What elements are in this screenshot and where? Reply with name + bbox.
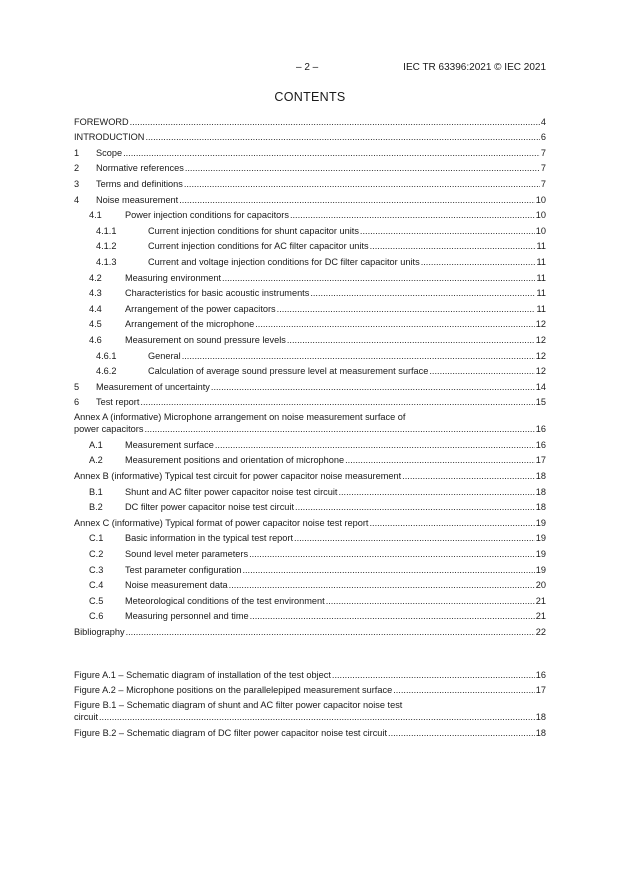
toc-entry-number: 4.1.2 — [96, 241, 117, 252]
toc-entry-6[interactable] — [74, 393, 546, 409]
figure-entry-title-line1: Figure B.1 – Schematic diagram of shunt and AC filter power capacitor noise test — [74, 700, 403, 711]
toc-entry-page: 4 — [540, 116, 546, 127]
toc-entry-page: 19 — [535, 549, 546, 560]
toc-entry-title: Scope — [96, 147, 123, 158]
table-of-contents — [74, 112, 546, 638]
figure-entry-a-2[interactable] — [74, 681, 546, 697]
toc-entry-4-5[interactable] — [74, 315, 546, 331]
toc-entry-title: General — [148, 350, 181, 361]
toc-entry-page: 12 — [535, 350, 546, 361]
toc-entry-title: Power injection conditions for capacitors — [125, 210, 289, 221]
toc-entry-4-4[interactable] — [74, 299, 546, 315]
toc-entry-c-1[interactable] — [74, 529, 546, 545]
toc-entry-b-1[interactable] — [74, 482, 546, 498]
toc-entry-number: 4.1 — [89, 210, 102, 221]
toc-entry-title: Meteorological conditions of the test environment — [125, 595, 325, 606]
figure-entry-title-line2: circuit — [74, 712, 98, 723]
toc-entry-1[interactable] — [74, 143, 546, 159]
toc-entry-title: Shunt and AC filter power capacitor noise test circuit — [125, 486, 338, 497]
toc-entry-page: 6 — [540, 132, 546, 143]
toc-entry-page: 14 — [535, 381, 546, 392]
toc-entry-page: 11 — [536, 256, 546, 267]
toc-entry-title: Arrangement of the power capacitors — [125, 303, 276, 314]
toc-entry-page: 19 — [535, 564, 546, 575]
toc-entry-page: 16 — [535, 424, 546, 435]
toc-entry-c-5[interactable] — [74, 591, 546, 607]
toc-entry-annex-c[interactable] — [74, 513, 546, 529]
toc-entry-title: Annex C (informative) Typical format of power capacitor noise test report — [74, 517, 369, 528]
toc-entry-number: 4.6 — [89, 334, 102, 345]
toc-entry-number: C.2 — [89, 549, 104, 560]
page-number: – 2 – — [296, 62, 319, 73]
toc-entry-title: Sound level meter parameters — [125, 549, 249, 560]
toc-entry-page: 20 — [535, 580, 546, 591]
toc-entry-title: INTRODUCTION — [74, 132, 145, 143]
toc-entry-c-2[interactable] — [74, 544, 546, 560]
toc-entry-title: DC filter power capacitor noise test circuit — [125, 502, 295, 513]
toc-entry-title: Current injection conditions for shunt capacitor units — [148, 225, 359, 236]
toc-entry-title-line2: power capacitors — [74, 424, 144, 435]
list-of-figures — [74, 665, 546, 739]
toc-entry-4-2[interactable] — [74, 268, 546, 284]
toc-entry-title: Test parameter configuration — [125, 564, 242, 575]
toc-entry-number: 4.6.2 — [96, 366, 117, 377]
toc-entry-number: 6 — [74, 397, 80, 408]
toc-entry-number: 5 — [74, 381, 80, 392]
figure-entry-b-2[interactable] — [74, 723, 546, 739]
toc-entry-title: Current and voltage injection conditions for DC filter capacitor units — [148, 256, 420, 267]
contents-title: CONTENTS — [274, 90, 346, 104]
toc-entry-title: Noise measurement data — [125, 580, 228, 591]
toc-entry-4-6-2[interactable] — [74, 362, 546, 378]
toc-entry-page: 22 — [535, 627, 546, 637]
figure-entry-title: Figure A.1 – Schematic diagram of installation of the test object — [74, 669, 331, 680]
figure-entry-page: 17 — [535, 685, 546, 696]
toc-entry-c-4[interactable] — [74, 576, 546, 592]
figure-entry-a-1[interactable] — [74, 665, 546, 681]
toc-entry-annex-a[interactable] — [74, 408, 546, 435]
toc-entry-4-3[interactable] — [74, 284, 546, 300]
toc-entry-number: C.1 — [89, 533, 104, 544]
toc-entry-page: 21 — [535, 595, 546, 606]
toc-entry-b-2[interactable] — [74, 498, 546, 514]
toc-entry-page: 18 — [535, 471, 546, 482]
toc-entry-page: 12 — [535, 366, 546, 377]
toc-entry-title: Measuring personnel and time — [125, 611, 249, 622]
toc-entry-number: C.3 — [89, 564, 104, 575]
toc-entry-number: 4.5 — [89, 319, 102, 330]
figure-entry-b-1[interactable] — [74, 696, 546, 723]
figure-entry-page: 18 — [535, 712, 546, 723]
toc-entry-number: 4.3 — [89, 288, 102, 299]
toc-entry-title: Noise measurement — [96, 194, 179, 205]
toc-entry-number: 1 — [74, 147, 80, 158]
toc-entry-4-1-1[interactable] — [74, 221, 546, 237]
toc-entry-title: Bibliography — [74, 627, 125, 637]
toc-entry-a-1[interactable] — [74, 435, 546, 451]
toc-entry-title: FOREWORD — [74, 116, 129, 127]
toc-entry-number: A.1 — [89, 439, 103, 450]
toc-entry-number: 4 — [74, 194, 80, 205]
toc-entry-number: 4.1.3 — [96, 256, 117, 267]
toc-entry-page: 21 — [535, 611, 546, 622]
figure-entry-title: Figure A.2 – Microphone positions on the parallelepiped measurement surface — [74, 685, 393, 696]
toc-entry-number: B.1 — [89, 486, 103, 497]
toc-entry-number: 3 — [74, 178, 80, 189]
toc-entry-c-3[interactable] — [74, 560, 546, 576]
toc-entry-page: 11 — [536, 303, 546, 314]
toc-entry-page: 11 — [536, 241, 546, 252]
toc-entry-page: 7 — [540, 147, 546, 158]
toc-entry-page: 18 — [535, 486, 546, 497]
toc-entry-page: 15 — [535, 397, 546, 408]
toc-entry-number: 2 — [74, 163, 80, 174]
toc-entry-number: B.2 — [89, 502, 103, 513]
toc-entry-2[interactable] — [74, 159, 546, 175]
toc-entry-title-line1: Annex A (informative) Microphone arrangement on noise measurement surface of — [74, 412, 406, 423]
toc-entry-title: Characteristics for basic acoustic instruments — [125, 288, 310, 299]
figure-entry-title: Figure B.2 – Schematic diagram of DC filter power capacitor noise test circuit — [74, 727, 388, 738]
toc-entry-title: Terms and definitions — [96, 178, 183, 189]
toc-entry-number: 4.4 — [89, 303, 102, 314]
toc-entry-4-1-2[interactable] — [74, 237, 546, 253]
toc-entry-page: 10 — [535, 194, 546, 205]
toc-entry-page: 7 — [540, 163, 546, 174]
toc-entry-page: 19 — [535, 533, 546, 544]
toc-entry-title: Current injection conditions for AC filter capacitor units — [148, 241, 369, 252]
toc-entry-title: Calculation of average sound pressure level at measurement surface — [148, 366, 429, 377]
toc-entry-title: Test report — [96, 397, 140, 408]
toc-entry-number: A.2 — [89, 455, 103, 466]
toc-entry-number: C.5 — [89, 595, 104, 606]
toc-entry-4-1[interactable] — [74, 206, 546, 222]
toc-entry-5[interactable] — [74, 377, 546, 393]
toc-entry-page: 11 — [536, 272, 546, 283]
toc-entry-title: Annex B (informative) Typical test circuit for power capacitor noise measurement — [74, 471, 402, 482]
toc-entry-page: 10 — [535, 225, 546, 236]
toc-entry-page: 17 — [535, 455, 546, 466]
toc-entry-number: C.6 — [89, 611, 104, 622]
toc-entry-3[interactable] — [74, 174, 546, 190]
toc-entry-page: 12 — [535, 319, 546, 330]
toc-entry-a-2[interactable] — [74, 451, 546, 467]
toc-entry-title: Arrangement of the microphone — [125, 319, 255, 330]
toc-entry-annex-b[interactable] — [74, 466, 546, 482]
page-header — [0, 61, 620, 75]
document-reference: IEC TR 63396:2021 © IEC 2021 — [403, 62, 546, 73]
toc-entry-page: 10 — [535, 210, 546, 221]
figure-entry-page: 16 — [535, 669, 546, 680]
toc-entry-page: 16 — [535, 439, 546, 450]
toc-entry-4[interactable] — [74, 190, 546, 206]
toc-entry-title: Measuring environment — [125, 272, 222, 283]
toc-entry-c-6[interactable] — [74, 607, 546, 623]
toc-entry-page: 18 — [535, 502, 546, 513]
toc-entry-title: Measurement on sound pressure levels — [125, 334, 286, 345]
toc-entry-foreword[interactable] — [74, 112, 546, 128]
toc-entry-number: 4.1.1 — [96, 225, 117, 236]
toc-entry-title: Measurement of uncertainty — [96, 381, 210, 392]
toc-entry-page: 7 — [540, 178, 546, 189]
toc-entry-number: 4.2 — [89, 272, 102, 283]
toc-entry-title: Measurement positions and orientation of microphone — [125, 455, 345, 466]
toc-entry-4-1-3[interactable] — [74, 252, 546, 268]
toc-entry-4-6[interactable] — [74, 330, 546, 346]
toc-entry-introduction[interactable] — [74, 128, 546, 144]
toc-entry-number: 4.6.1 — [96, 350, 117, 361]
toc-entry-number: C.4 — [89, 580, 104, 591]
toc-entry-title: Normative references — [96, 163, 184, 174]
toc-entry-title: Basic information in the typical test report — [125, 533, 294, 544]
figure-entry-page: 18 — [535, 727, 546, 738]
toc-entry-page: 11 — [536, 288, 546, 299]
toc-entry-page: 12 — [535, 334, 546, 345]
toc-entry-4-6-1[interactable] — [74, 346, 546, 362]
toc-entry-bibliography[interactable] — [74, 622, 546, 638]
toc-entry-page: 19 — [535, 517, 546, 528]
toc-entry-title: Measurement surface — [125, 439, 214, 450]
